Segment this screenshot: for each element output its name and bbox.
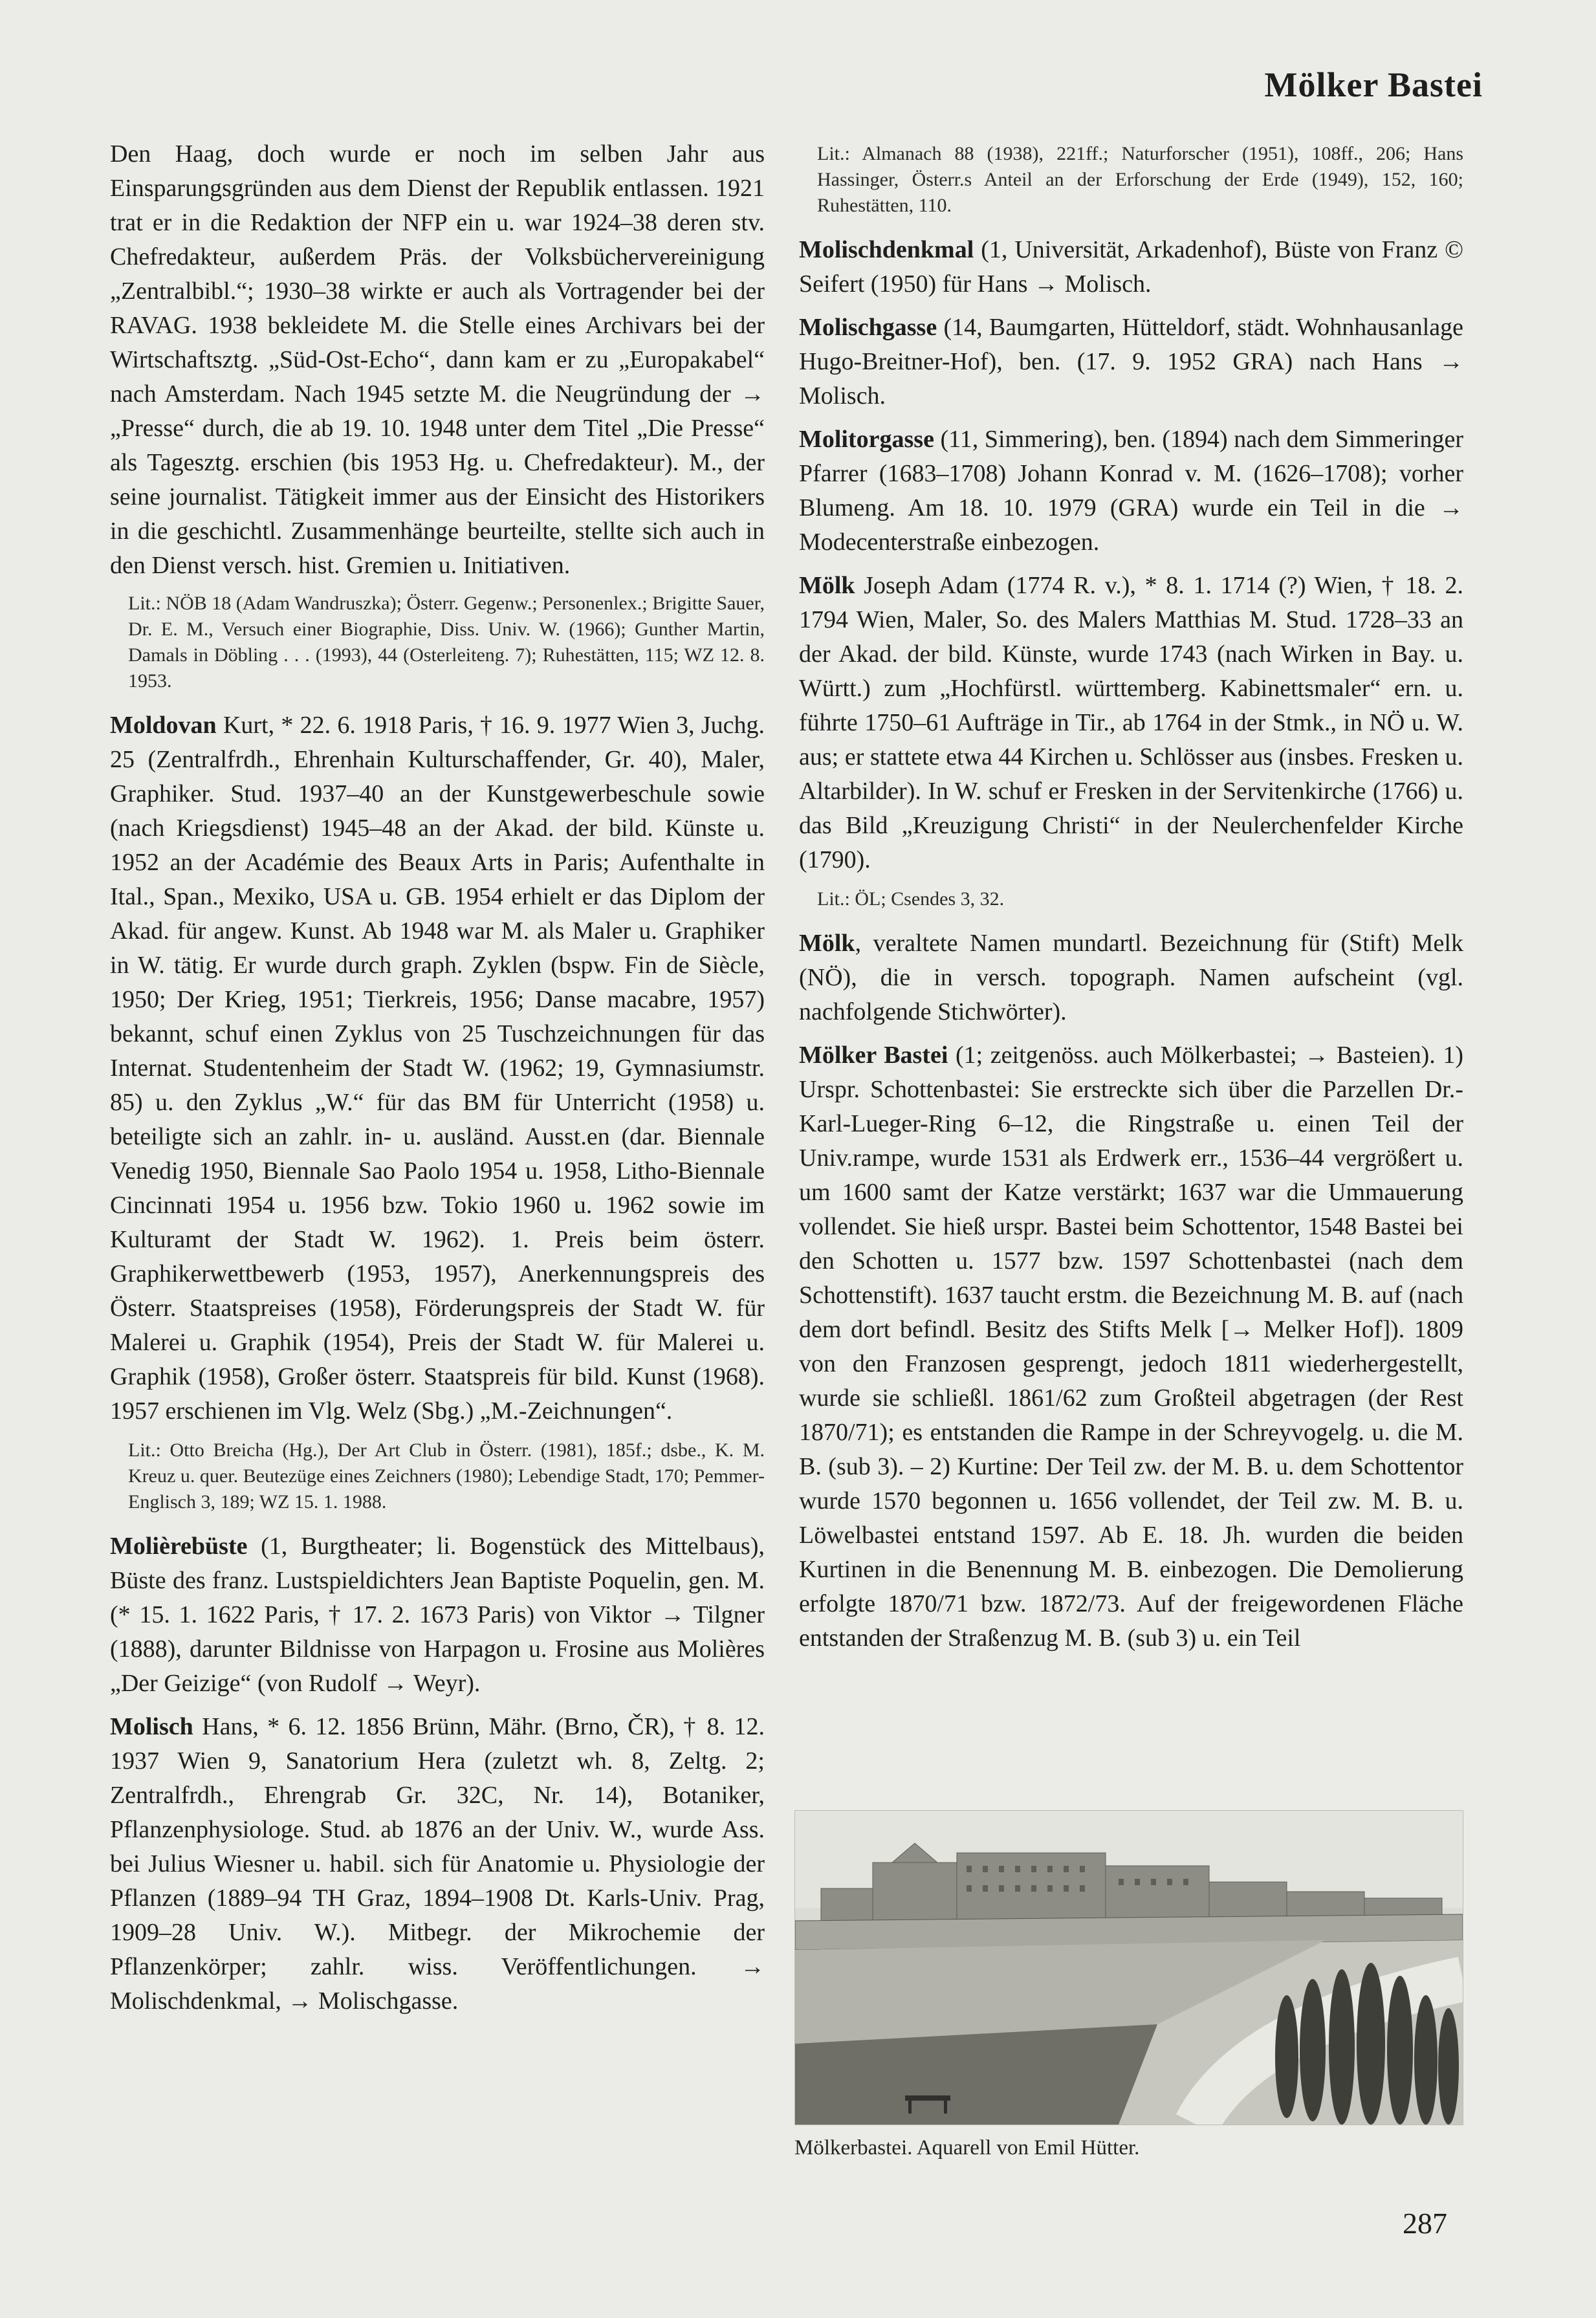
dictionary-entry xyxy=(799,233,1463,301)
left-column xyxy=(110,137,765,2028)
dictionary-entry xyxy=(799,1038,1463,1656)
dictionary-entry xyxy=(799,569,1463,877)
entry-text: Kurt, * 22. 6. 1918 Paris, † 16. 9. 1977 Wien 3, Juchg. 25 (Zentralfrdh., Ehrenhain Kulturschaffender, Gr. 40), Maler, Graphiker. Stud. 1937–40 an der Kunstgewerbeschule sowie (nach Kriegsdienst) 1945–48 an der Akad. der bild. Künste u. 1952 an der Académie des Beaux Arts in Paris; Aufenthalte in Ital., Span., Mexiko, USA u. GB. 1954 erhielt er das Diplom der Akad. für angew. Kunst. Ab 1948 war M. als Maler u. Graphiker in W. tätig. Er wurde durch graph. Zyklen (bspw. Fin de Siècle, 1950; Der Krieg, 1951; Tierkreis, 1956; Danse macabre, 1957) bekannt, schuf einen Zyklus von 25 Tuschzeichnungen für das Internat. Studentenheim der Stadt W. (1962; 19, Gymnasiumstr. 85) u. den Zyklus „W.“ für das BM für Unterricht (1958) u. beteiligte sich an zahlr. in- u. ausländ. Ausst.en (dar. Biennale Venedig 1950, Biennale Sao Paolo 1954 u. 1958, Litho-Biennale Cincinnati 1954 u. 1956 bzw. Tokio 1960 u. 1962 sowie im Kulturamt der Stadt W. 1962). 1. Preis beim österr. Graphikerwettbewerb (1953, 1957), Anerkennungspreis des Österr. Staatspreises (1958), Förderungspreis der Stadt W. für Malerei u. Graphik (1954), Preis der Stadt W. für Malerei u. Graphik (1958), Großer österr. Staatspreis für bild. Kunst (1968). 1957 erschienen im Vlg. Welz (Sbg.) „M.-Zeichnungen“. xyxy=(110,712,765,1425)
page-number: 287 xyxy=(1403,2207,1447,2240)
dictionary-entry xyxy=(799,311,1463,413)
dictionary-entry xyxy=(110,708,765,1428)
entry-keyword: Molischdenkmal xyxy=(799,236,974,263)
literature-reference: Lit.: NÖB 18 (Adam Wandruszka); Österr. Gegenw.; Personenlex.; Brigitte Sauer, Dr. E. M., Versuch einer Biographie, Diss. Univ. W. (1966); Gunther Martin, Damals in Döbling . . . (1993), 44 (Osterleiteng. 7); Ruhestätten, 115; WZ 12. 8. 1953. xyxy=(128,593,765,692)
figure-caption: Mölkerbastei. Aquarell von Emil Hütter. xyxy=(794,2136,1140,2159)
entry-keyword: Mölk xyxy=(799,930,855,957)
entry-keyword: Molitorgasse xyxy=(799,426,934,453)
entry-text: (11, Simmering), ben. (1894) nach dem Simmeringer Pfarrer (1683–1708) Johann Konrad v. M. (1626–1708); vorher Blumeng. Am 18. 10. 1979 (GRA) wurde ein Teil in die → Modecenterstraße einbezogen. xyxy=(799,426,1463,556)
entry-keyword: Molièrebüste xyxy=(110,1533,248,1560)
watercolor-drawing xyxy=(795,1811,1463,2125)
entry-keyword: Moldovan xyxy=(110,712,217,739)
entry-keyword: Molisch xyxy=(110,1713,193,1740)
dictionary-entry xyxy=(110,1529,765,1701)
entry-keyword: Mölker Bastei xyxy=(799,1042,948,1069)
dictionary-entry xyxy=(799,926,1463,1029)
dictionary-entry xyxy=(799,422,1463,560)
entry-text: Den Haag, doch wurde er noch im selben Jahr aus Einsparungsgründen aus dem Dienst der Republik entlassen. 1921 trat er in die Redaktion der NFP ein u. war 1924–38 deren stv. Chefredakteur, außerdem Präs. der Volksbüchervereinigung „Zentralbibl.“; 1930–38 wirkte er auch als Vortragender bei der RAVAG. 1938 bekleidete M. die Stelle eines Archivars bei der Wirtschaftsztg. „Süd-Ost-Echo“, dann kam er zu „Europakabel“ nach Amsterdam. Nach 1945 setzte M. die Neugründung der → „Presse“ durch, die ab 19. 10. 1948 unter dem Titel „Die Presse“ als Tagesztg. erschien (bis 1953 Hg. u. Chefredakteur). M., der seine journalist. Tätigkeit immer aus der Einsicht des Historikers in die geschichtl. Zusammenhänge beurteilte, stellte sich auch in den Dienst versch. hist. Gremien u. Initiativen. xyxy=(110,140,765,579)
dictionary-entry xyxy=(110,1710,765,2018)
entry-text: Hans, * 6. 12. 1856 Brünn, Mähr. (Brno, ČR), † 8. 12. 1937 Wien 9, Sanatorium Hera (zuletzt wh. 8, Zeltg. 2; Zentralfrdh., Ehrengrab Gr. 32C, Nr. 14), Botaniker, Pflanzenphysiologe. Stud. ab 1876 an der Univ. W., wurde Ass. bei Julius Wiesner u. habil. sich für Anatomie u. Physiologie der Pflanzen (1889–94 TH Graz, 1894–1908 Dt. Karls-Univ. Prag, 1909–28 Univ. W.). Mitbegr. der Mikrochemie der Pflanzenkörper; zahlr. wiss. Veröffentlichungen. → Molischdenkmal, → Molischgasse. xyxy=(110,1713,765,2015)
dictionary-entry xyxy=(110,137,765,583)
entry-text: (1; zeitgenöss. auch Mölkerbastei; → Basteien). 1) Urspr. Schottenbastei: Sie erstreckte sich über die Parzellen Dr.-Karl-Lueger-Ring 6–12, die Ringstraße u. einen Teil der Univ.rampe, wurde 1531 als Erdwerk err., 1536–44 vergrößert u. um 1600 samt der Katze verstärkt; 1637 war die Ummauerung vollendet. Sie hieß urspr. Bastei beim Schottentor, 1548 Bastei bei den Schotten u. 1577 bzw. 1597 Schottenbastei (nach dem Schottenstift). 1637 taucht erstm. die Bezeichnung M. B. auf (nach dem dort befindl. Besitz des Stifts Melk [→ Melker Hof]). 1809 von den Franzosen gesprengt, jedoch 1811 wiederhergestellt, wurde sie schließl. 1861/62 zum Großteil abgetragen (der Rest 1870/71); es entstanden die Rampe in der Schreyvogelg. u. die M. B. (sub 3). – 2) Kurtine: Der Teil zw. der M. B. u. dem Schottentor wurde 1570 begonnen u. 1656 vollendet, der Teil zw. M. B. u. Löwelbastei entstand 1597. Ab E. 18. Jh. wurden die beiden Kurtinen in die Benennung M. B. einbezogen. Die Demolierung erfolgte 1870/71 bzw. 1872/73. Auf der freigewordenen Fläche entstanden der Straßenzug M. B. (sub 3) u. ein Teil xyxy=(799,1042,1463,1652)
entry-text: , veraltete Namen mundartl. Bezeichnung für (Stift) Melk (NÖ), die in versch. topograph. Namen aufscheint (vgl. nachfolgende Stichwörter). xyxy=(799,930,1463,1025)
entry-keyword: Mölk xyxy=(799,572,855,599)
literature-reference: Lit.: Otto Breicha (Hg.), Der Art Club in Österr. (1981), 185f.; dsbe., K. M. Kreuz u. quer. Beutezüge eines Zeichners (1980); Lebendige Stadt, 170; Pemmer-Englisch 3, 189; WZ 15. 1. 1988. xyxy=(128,1439,765,1513)
entry-keyword: Molischgasse xyxy=(799,314,937,341)
entry-text: (1, Burgtheater; li. Bogenstück des Mittelbaus), Büste des franz. Lustspieldichters Jean Baptiste Poquelin, gen. M. (* 15. 1. 1622 Paris, † 17. 2. 1673 Paris) von Viktor → Tilgner (1888), darunter Bildnisse von Harpagon u. Frosine aus Molières „Der Geizige“ (von Rudolf → Weyr). xyxy=(110,1533,765,1697)
literature-reference: Lit.: ÖL; Csendes 3, 32. xyxy=(817,888,1005,910)
illustration-moelkerbastei xyxy=(794,1810,1463,2125)
running-head: Mölker Bastei xyxy=(1264,65,1483,104)
literature-reference: Lit.: Almanach 88 (1938), 221ff.; Naturforscher (1951), 108ff., 206; Hans Hassinger, Österr.s Anteil an der Erforschung der Erde (1949), 152, 160; Ruhestätten, 110. xyxy=(817,143,1463,216)
entry-text: (14, Baumgarten, Hütteldorf, städt. Wohnhausanlage Hugo-Breitner-Hof), ben. (17. 9. 1952 GRA) nach Hans → Molisch. xyxy=(799,314,1463,410)
entry-text: Joseph Adam (1774 R. v.), * 8. 1. 1714 (?) Wien, † 18. 2. 1794 Wien, Maler, So. des Malers Matthias M. Stud. 1728–33 an der Akad. der bild. Künste, wurde 1743 (nach Wirken in Bay. u. Württ.) zum „Hochfürstl. württemberg. Kabinettsmaler“ ern. u. führte 1750–61 Aufträge in Tir., ab 1764 in der Stmk., in NÖ u. W. aus; er stattete etwa 44 Kirchen u. Schlösser aus (insbes. Fresken u. Altarbilder). In W. schuf er Fresken in der Servitenkirche (1766) u. das Bild „Kreuzigung Christi“ in der Neulerchenfelder Kirche (1790). xyxy=(799,572,1463,873)
entry-text: (1, Universität, Arkadenhof), Büste von Franz © Seifert (1950) für Hans → Molisch. xyxy=(799,236,1463,298)
right-column xyxy=(799,137,1463,1665)
